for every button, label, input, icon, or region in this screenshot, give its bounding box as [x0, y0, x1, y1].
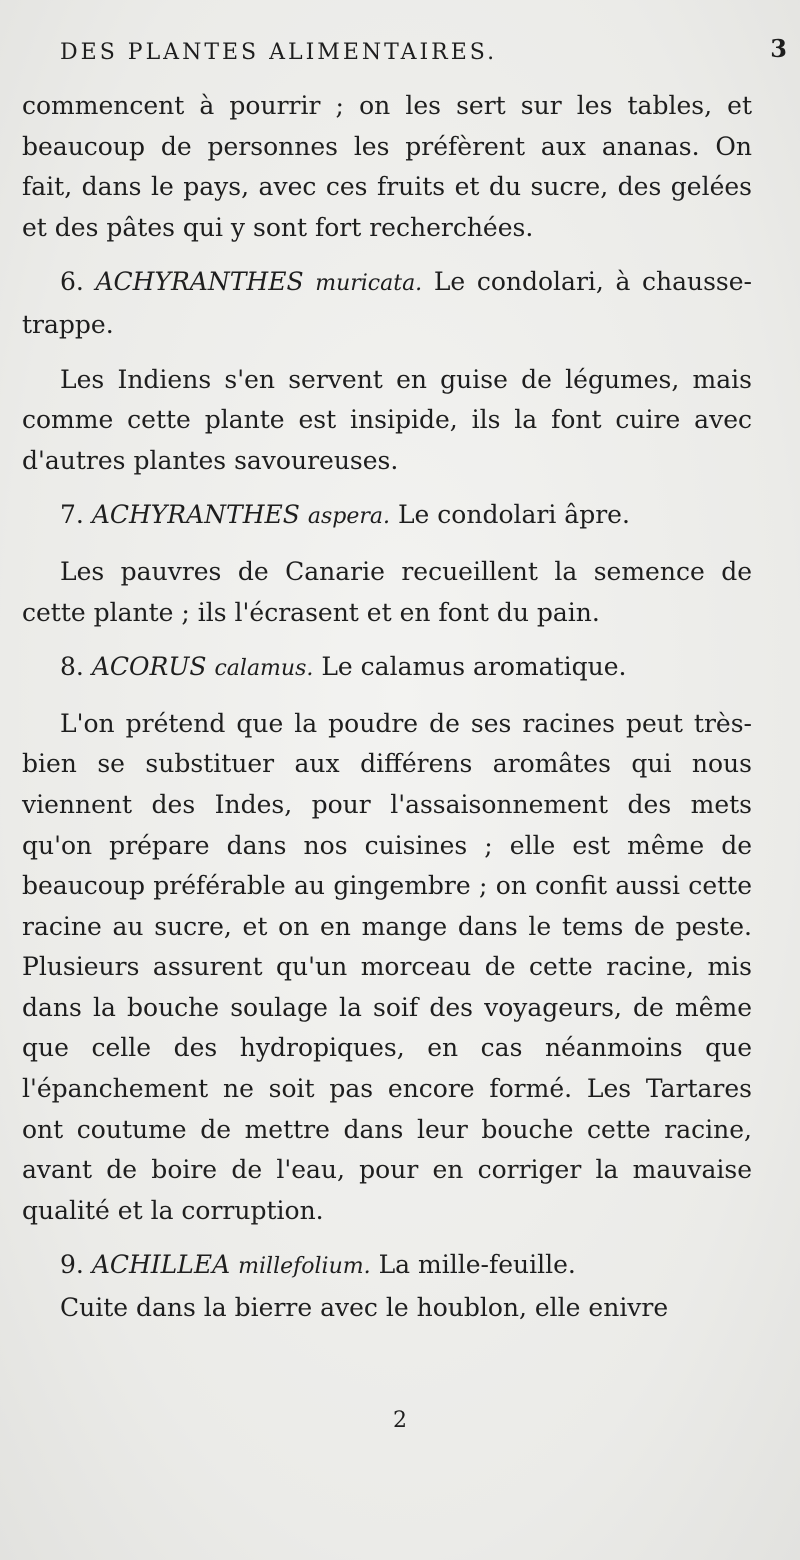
entry-number: 8.: [60, 652, 84, 682]
common-name: La mille-feuille.: [378, 1250, 576, 1280]
entry-number: 7.: [60, 500, 84, 530]
body-text: [22, 86, 752, 1329]
species-name: muricata.: [315, 271, 423, 297]
common-name: Le condolari, à chausse-trappe.: [22, 267, 752, 339]
signature-mark: 2: [393, 1408, 407, 1433]
entry-6-heading: [22, 262, 752, 345]
page-number: 3: [770, 34, 790, 63]
genus-name: ACHYRANTHES: [91, 500, 300, 530]
running-header: [60, 34, 790, 65]
entry-6-text: Les Indiens s'en servent en guise de légumes, mais comme cette plante est insipide, ils la font cuire avec d'autres plantes savoureuses.: [22, 364, 752, 475]
entry-number: 6.: [60, 267, 84, 297]
entry-9-text: Cuite dans la bierre avec le houblon, elle enivre: [60, 1293, 669, 1323]
entry-7-heading: [22, 495, 752, 538]
entry-9-heading: [22, 1245, 752, 1288]
genus-name: ACORUS: [91, 652, 207, 682]
paragraph-continuation: commencent à pourrir ; on les sert sur les tables, et beaucoup de personnes les préfèrent aux ananas. On fait, dans le pays, avec ces fruits et du sucre, des gelées et des pâtes qui y sont fort recherchées.: [22, 91, 752, 242]
entry-number: 9.: [60, 1250, 84, 1280]
common-name: Le calamus aromatique.: [321, 652, 627, 682]
genus-name: ACHILLEA: [91, 1250, 231, 1280]
species-name: millefolium.: [238, 1254, 371, 1280]
common-name: Le condolari âpre.: [397, 500, 630, 530]
entry-7-text: Les pauvres de Canarie recueillent la semence de cette plante ; ils l'écrasent et en font du pain.: [22, 556, 752, 627]
species-name: aspera.: [307, 504, 390, 530]
running-title: DES PLANTES ALIMENTAIRES.: [60, 40, 498, 65]
entry-8-heading: [22, 647, 752, 690]
genus-name: ACHYRANTHES: [95, 267, 304, 297]
species-name: calamus.: [214, 656, 314, 682]
entry-8-text: L'on prétend que la poudre de ses racines peut très-bien se substituer aux différens aromâtes qui nous viennent des Indes, pour l'assaisonnement des mets qu'on prépare dans nos cuisines ; elle est même de beaucoup préférable au gingembre ; on confit aussi cette racine au sucre, et on en mange dans le tems de peste. Plusieurs assurent qu'un morceau de cette racine, mis dans la bouche soulage la soif des voyageurs, de même que celle des hydropiques, en cas néanmoins que l'épanchement ne soit pas encore formé. Les Tartares ont coutume de mettre dans leur bouche cette racine, avant de boire de l'eau, pour en corriger la mauvaise qualité et la corruption.: [22, 708, 752, 1225]
